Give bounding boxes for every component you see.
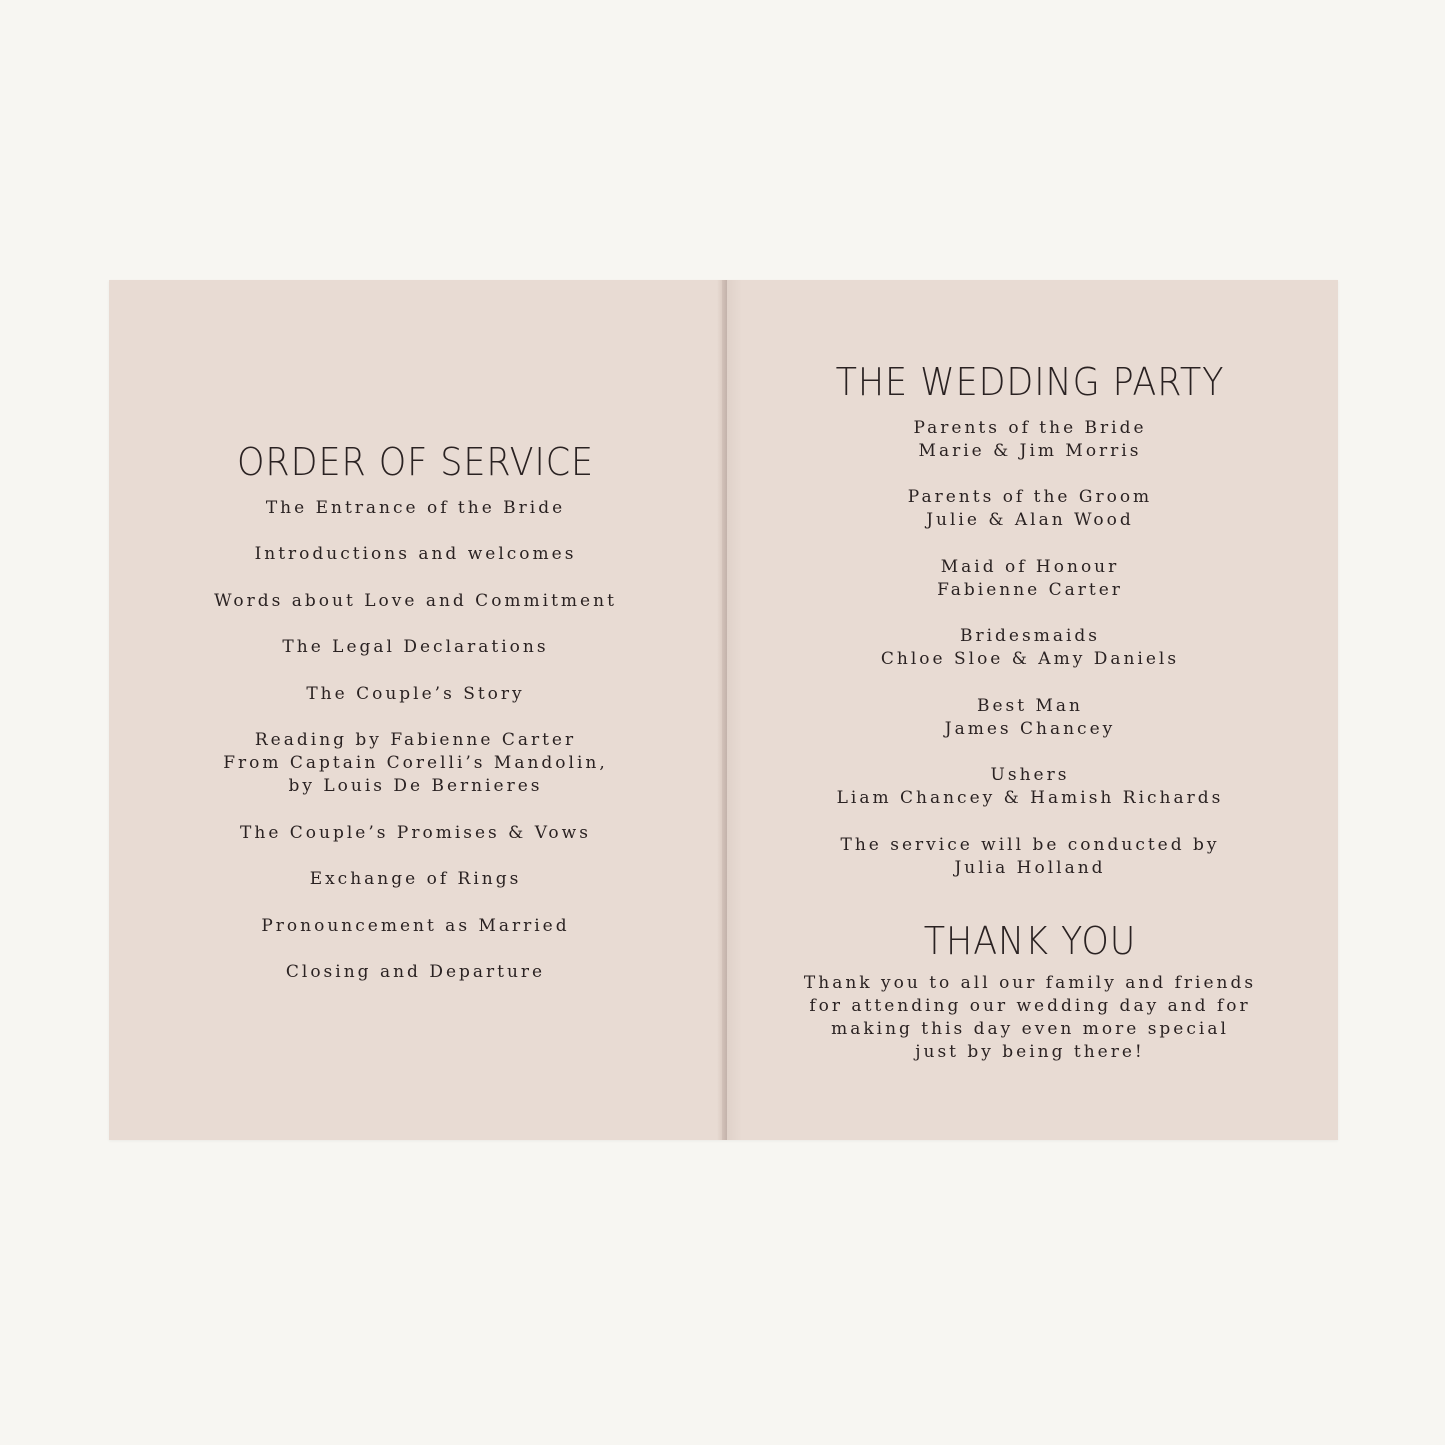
- order-of-service-heading-wrap: [109, 440, 722, 484]
- thank-you-line: making this day even more special: [831, 1019, 1229, 1039]
- service-item-line: The Couple’s Promises & Vows: [240, 823, 591, 843]
- service-item-line: Words about Love and Commitment: [214, 591, 617, 611]
- booklet-spread: [109, 280, 1338, 1140]
- right-page: [722, 280, 1338, 1140]
- thank-you-heading-wrap: [722, 919, 1338, 963]
- service-item-reading: [109, 729, 722, 798]
- party-role: Maid of Honour: [940, 557, 1120, 577]
- service-item: [109, 961, 722, 984]
- service-item-line: Closing and Departure: [285, 962, 546, 982]
- service-item-line: The Legal Declarations: [282, 637, 549, 657]
- service-item: [109, 543, 722, 566]
- thank-you-heading: THANK YOU: [923, 919, 1137, 963]
- service-item-line: From Captain Corelli’s Mandolin,: [223, 753, 608, 773]
- party-member: [722, 695, 1338, 741]
- service-item: [109, 497, 722, 520]
- party-member: [722, 556, 1338, 602]
- wedding-party-heading-wrap: [722, 360, 1338, 404]
- party-names: Liam Chancey & Hamish Richards: [836, 788, 1224, 808]
- party-names: James Chancey: [944, 719, 1116, 739]
- officiant: [722, 834, 1338, 880]
- service-item: [109, 590, 722, 613]
- party-member: [722, 486, 1338, 532]
- service-item: [109, 822, 722, 845]
- party-role: Ushers: [990, 765, 1070, 785]
- order-of-service-heading: ORDER OF SERVICE: [236, 440, 595, 484]
- party-member: [722, 417, 1338, 463]
- service-item-line: The Entrance of the Bride: [265, 498, 566, 518]
- thank-you-line: Thank you to all our family and friends: [803, 973, 1257, 993]
- party-member: [722, 764, 1338, 810]
- service-item: [109, 636, 722, 659]
- service-item-line: The Couple’s Story: [306, 684, 525, 704]
- service-item-line: by Louis De Bernieres: [288, 776, 543, 796]
- officiant-name: Julia Holland: [954, 858, 1106, 878]
- party-names: Julie & Alan Wood: [926, 510, 1134, 530]
- party-member: [722, 625, 1338, 671]
- party-names: Marie & Jim Morris: [918, 441, 1142, 461]
- officiant-label: The service will be conducted by: [840, 835, 1220, 855]
- thank-you-line: just by being there!: [915, 1042, 1145, 1062]
- left-page: [109, 280, 722, 1140]
- party-role: Parents of the Bride: [913, 418, 1147, 438]
- service-item: [109, 868, 722, 891]
- service-item-line: Exchange of Rings: [309, 869, 522, 889]
- party-role: Parents of the Groom: [907, 487, 1153, 507]
- wedding-party-heading: THE WEDDING PARTY: [835, 360, 1225, 404]
- service-item: [109, 683, 722, 706]
- party-names: Fabienne Carter: [937, 580, 1123, 600]
- service-item-line: Pronouncement as Married: [261, 916, 570, 936]
- thank-you-message: [722, 972, 1338, 1064]
- thank-you-line: for attending our wedding day and for: [809, 996, 1251, 1016]
- party-role: Best Man: [976, 696, 1083, 716]
- party-names: Chloe Sloe & Amy Daniels: [880, 649, 1180, 669]
- service-item-line: Reading by Fabienne Carter: [254, 730, 577, 750]
- party-role: Bridesmaids: [959, 626, 1101, 646]
- service-item-line: Introductions and welcomes: [254, 544, 577, 564]
- service-item: [109, 915, 722, 938]
